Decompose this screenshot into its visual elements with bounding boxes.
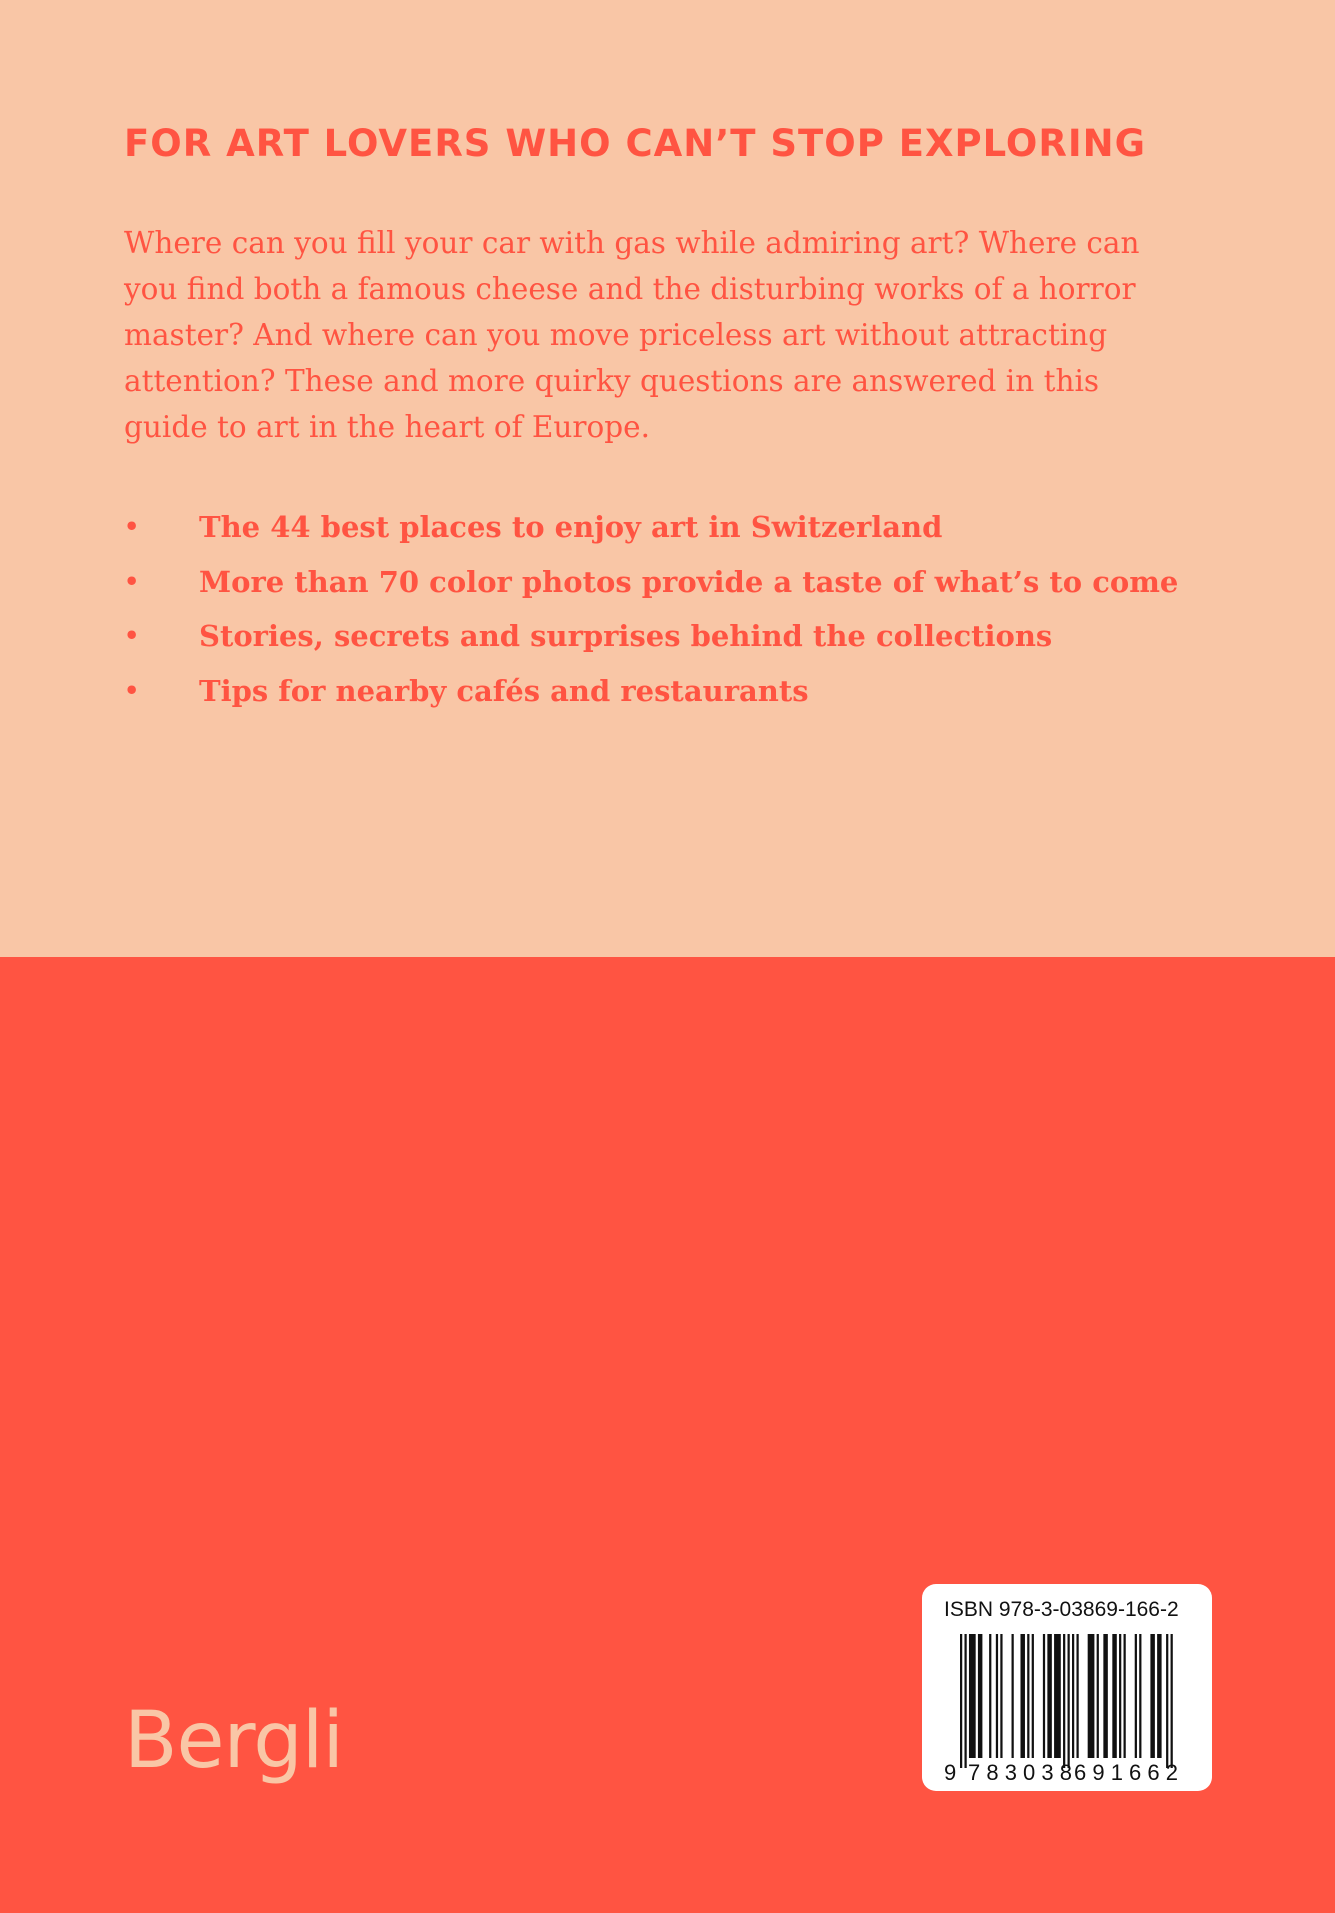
publisher-logo: Bergli [124, 1696, 344, 1786]
isbn-label: ISBN 978-3-03869-166-2 [944, 1598, 1179, 1621]
barcode-bar [1012, 1634, 1014, 1758]
barcode-bar [1150, 1634, 1154, 1758]
barcode-bar [1139, 1634, 1141, 1758]
list-item [124, 664, 1224, 719]
feature-text: Tips for nearby cafés and restaurants [199, 673, 809, 708]
barcode-bar [1063, 1634, 1065, 1768]
barcode-bar [1032, 1634, 1034, 1758]
barcode-bar [1097, 1634, 1099, 1758]
barcode-bar [978, 1634, 982, 1758]
intro-paragraph: Where can you fill your car with gas while admiring art? Where can you find both a famous cheese and the disturbing works of a horror master? And where can you move priceless art without attracting attention? These and more quirky questions are answered in this guide to art in the heart of Europe. [124, 226, 1140, 444]
list-item [124, 555, 1224, 610]
bullet-icon: • [124, 675, 140, 705]
cover-headline: FOR ART LOVERS WHO CAN’T STOP EXPLORING [124, 122, 1146, 165]
bullet-icon: • [124, 512, 140, 541]
barcode-bar [1054, 1634, 1061, 1758]
barcode-bar [1000, 1634, 1002, 1758]
barcode-bar [1020, 1634, 1024, 1758]
barcode-bar [1088, 1634, 1095, 1758]
barcode-bar [989, 1634, 991, 1758]
barcode-bar [964, 1634, 966, 1768]
barcode-lead-digit: 9 [944, 1760, 957, 1785]
feature-text: The 44 best places to enjoy art in Switzerland [199, 510, 943, 544]
barcode-bar [1119, 1634, 1121, 1758]
feature-text: Stories, secrets and surprises behind the collections [199, 619, 1053, 653]
barcode-icon [922, 1584, 1212, 1791]
barcode-bar [1103, 1634, 1107, 1758]
barcode-bar [1027, 1634, 1029, 1758]
barcode-bar [1072, 1634, 1074, 1758]
barcode-bar [1157, 1634, 1161, 1758]
barcode-bar [1124, 1634, 1126, 1758]
barcode-right-digits: 691662 [1074, 1760, 1178, 1785]
bullet-icon: • [124, 566, 140, 596]
barcode-bar [1166, 1634, 1168, 1768]
barcode-bar [1171, 1634, 1173, 1768]
barcode-left-digits: 783038 [968, 1760, 1072, 1785]
barcode-bar [1068, 1634, 1070, 1768]
list-item [124, 609, 1224, 664]
feature-text: More than 70 color photos provide a taste of what’s to come [199, 564, 1179, 599]
barcode-bar [1135, 1634, 1137, 1758]
list-item [124, 500, 1224, 555]
barcode-panel [922, 1584, 1212, 1791]
barcode-bar [969, 1634, 976, 1758]
barcode-bar [1043, 1634, 1045, 1758]
barcode-bar [1076, 1634, 1078, 1758]
barcode-bar [1112, 1634, 1116, 1758]
feature-list [124, 500, 1224, 718]
barcode-bar [996, 1634, 998, 1758]
bullet-icon: • [124, 621, 140, 650]
barcode-bar [960, 1634, 962, 1768]
barcode-bar [1047, 1634, 1051, 1758]
